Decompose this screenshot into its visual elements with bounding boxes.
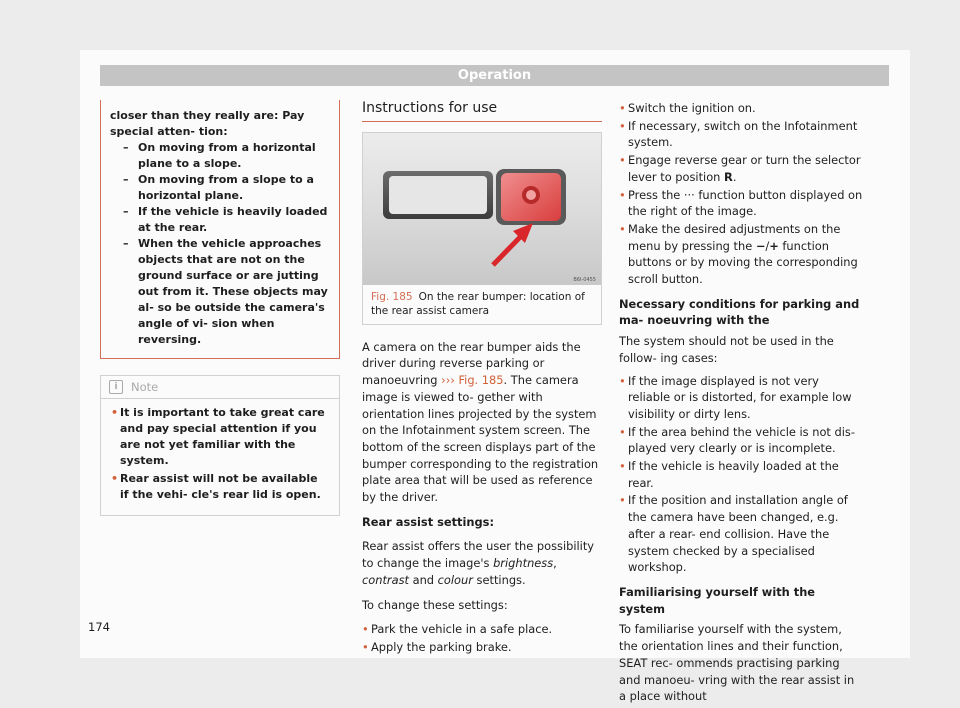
settings-heading: Rear assist settings:: [362, 514, 495, 529]
warning-item: – If the vehicle is heavily loaded at the rear.: [116, 204, 329, 236]
plus-symbol: +: [769, 238, 779, 253]
term-brightness: brightness: [493, 556, 554, 571]
column-middle: [362, 100, 602, 657]
condition-item: • If the vehicle is heavily loaded at the rear.: [619, 458, 864, 491]
step3-period: .: [732, 169, 737, 184]
warning-intro: closer than they really are: Pay special atten- tion:: [110, 109, 305, 138]
body-text: [362, 339, 602, 656]
conditions-list: [619, 373, 864, 576]
warning-item: – When the vehicle approaches objects that are not on the ground surface or are jutting out from it. These objects may al- so be outside the camera's angle of vi- sion when reversing.: [116, 236, 329, 348]
condition-item: • If the position and installation angle of the camera have been changed, e.g. after a rear- end collision. Have the system checked by a specialised workshop.: [619, 492, 864, 576]
figure-code: B6I-0455: [573, 276, 596, 283]
warning-item: – On moving from a horizontal plane to a slope.: [116, 140, 329, 172]
minus-symbol: −: [755, 238, 766, 253]
figure-number: Fig. 185: [371, 290, 413, 303]
step-item: • Switch the ignition on.: [619, 100, 864, 117]
settings-and: and: [408, 572, 438, 587]
step3-text: Engage reverse gear or turn the selector lever to position: [628, 153, 861, 184]
column-right: [619, 100, 864, 705]
settings-text-2: settings.: [472, 572, 526, 587]
note-list: [111, 405, 329, 503]
figure-reference-link[interactable]: ››› Fig. 185: [441, 373, 504, 388]
settings-text-1: Rear assist offers the user the possibility to change the image's: [362, 539, 595, 571]
settings-comma: ,: [553, 556, 557, 571]
step5-text-1: Make the desired adjustments on the menu by pressing the: [628, 221, 841, 253]
change-settings-text: To change these settings:: [362, 597, 508, 612]
page-number: 174: [88, 620, 110, 634]
warning-list: [110, 140, 329, 348]
step-item: [619, 221, 864, 288]
steps-list-continued: [619, 100, 864, 288]
column-left: [100, 100, 340, 516]
term-colour: colour: [437, 572, 473, 587]
intro-text-2: . The camera image is viewed to- gether with orientation lines projected by the system on the Infotainment system screen. The bottom of the screen displays part of the bumper corresponding to the registration plate area that will be used as reference by the driver.: [362, 373, 599, 505]
warning-item: – On moving from a slope to a horizontal plane.: [116, 172, 329, 204]
step-item: • Park the vehicle in a safe place.: [362, 621, 602, 638]
step-item: • If necessary, switch on the Infotainment system.: [619, 118, 864, 151]
manual-page: [80, 50, 910, 704]
slash-symbol: /: [765, 238, 770, 253]
note-title: Note: [131, 380, 159, 394]
section-title: Instructions for use: [362, 100, 602, 122]
condition-item: • If the image displayed is not very reliable or is distorted, for example low visibility or dirty lens.: [619, 373, 864, 423]
steps-list-start: [362, 621, 602, 655]
gear-r-label: R: [724, 169, 733, 184]
figure: [362, 132, 602, 325]
step-item: • Apply the parking brake.: [362, 639, 602, 656]
conditions-intro: The system should not be used in the follow- ing cases:: [619, 334, 834, 365]
section-header: Operation: [100, 65, 889, 86]
note-item: • Rear assist will not be available if the vehi- cle's rear lid is open.: [111, 471, 329, 503]
figure-caption: [363, 285, 601, 324]
camera-lens: [526, 190, 536, 200]
intro-text-1: A camera on the rear bumper aids the driver during reverse parking or manoeuvring: [362, 339, 581, 388]
note-item: • It is important to take great care and pay special attention if you are not yet familiar with the system.: [111, 405, 329, 469]
intro-paragraph: [362, 339, 602, 506]
note-body: [101, 399, 339, 515]
term-contrast: contrast: [362, 572, 409, 587]
warning-box: [100, 100, 340, 359]
step-item: [619, 152, 864, 185]
note-header: [101, 376, 339, 399]
plate-light: [389, 176, 487, 214]
note-box: [100, 375, 340, 516]
step5-text-2: function buttons or by moving the corresponding scroll button.: [628, 238, 858, 287]
condition-item: • If the area behind the vehicle is not dis- played very clearly or is incomplete.: [619, 424, 864, 457]
familiarise-heading: Familiarising yourself with the system: [619, 584, 816, 616]
rear-camera-photo: [363, 133, 601, 285]
info-icon: i: [109, 380, 123, 394]
caption-text: On the rear bumper: location of the rear assist camera: [371, 290, 585, 317]
step-item: • Press the ··· function button displayed on the right of the image.: [619, 187, 864, 220]
familiarise-text: To familiarise yourself with the system, the orientation lines and their function, SEAT rec- ommends practising parking and manoeu- vring with the rear assist in a place without: [619, 622, 855, 704]
conditions-heading: Necessary conditions for parking and ma- noeuvring with the: [619, 296, 860, 328]
settings-paragraph: [362, 538, 602, 588]
